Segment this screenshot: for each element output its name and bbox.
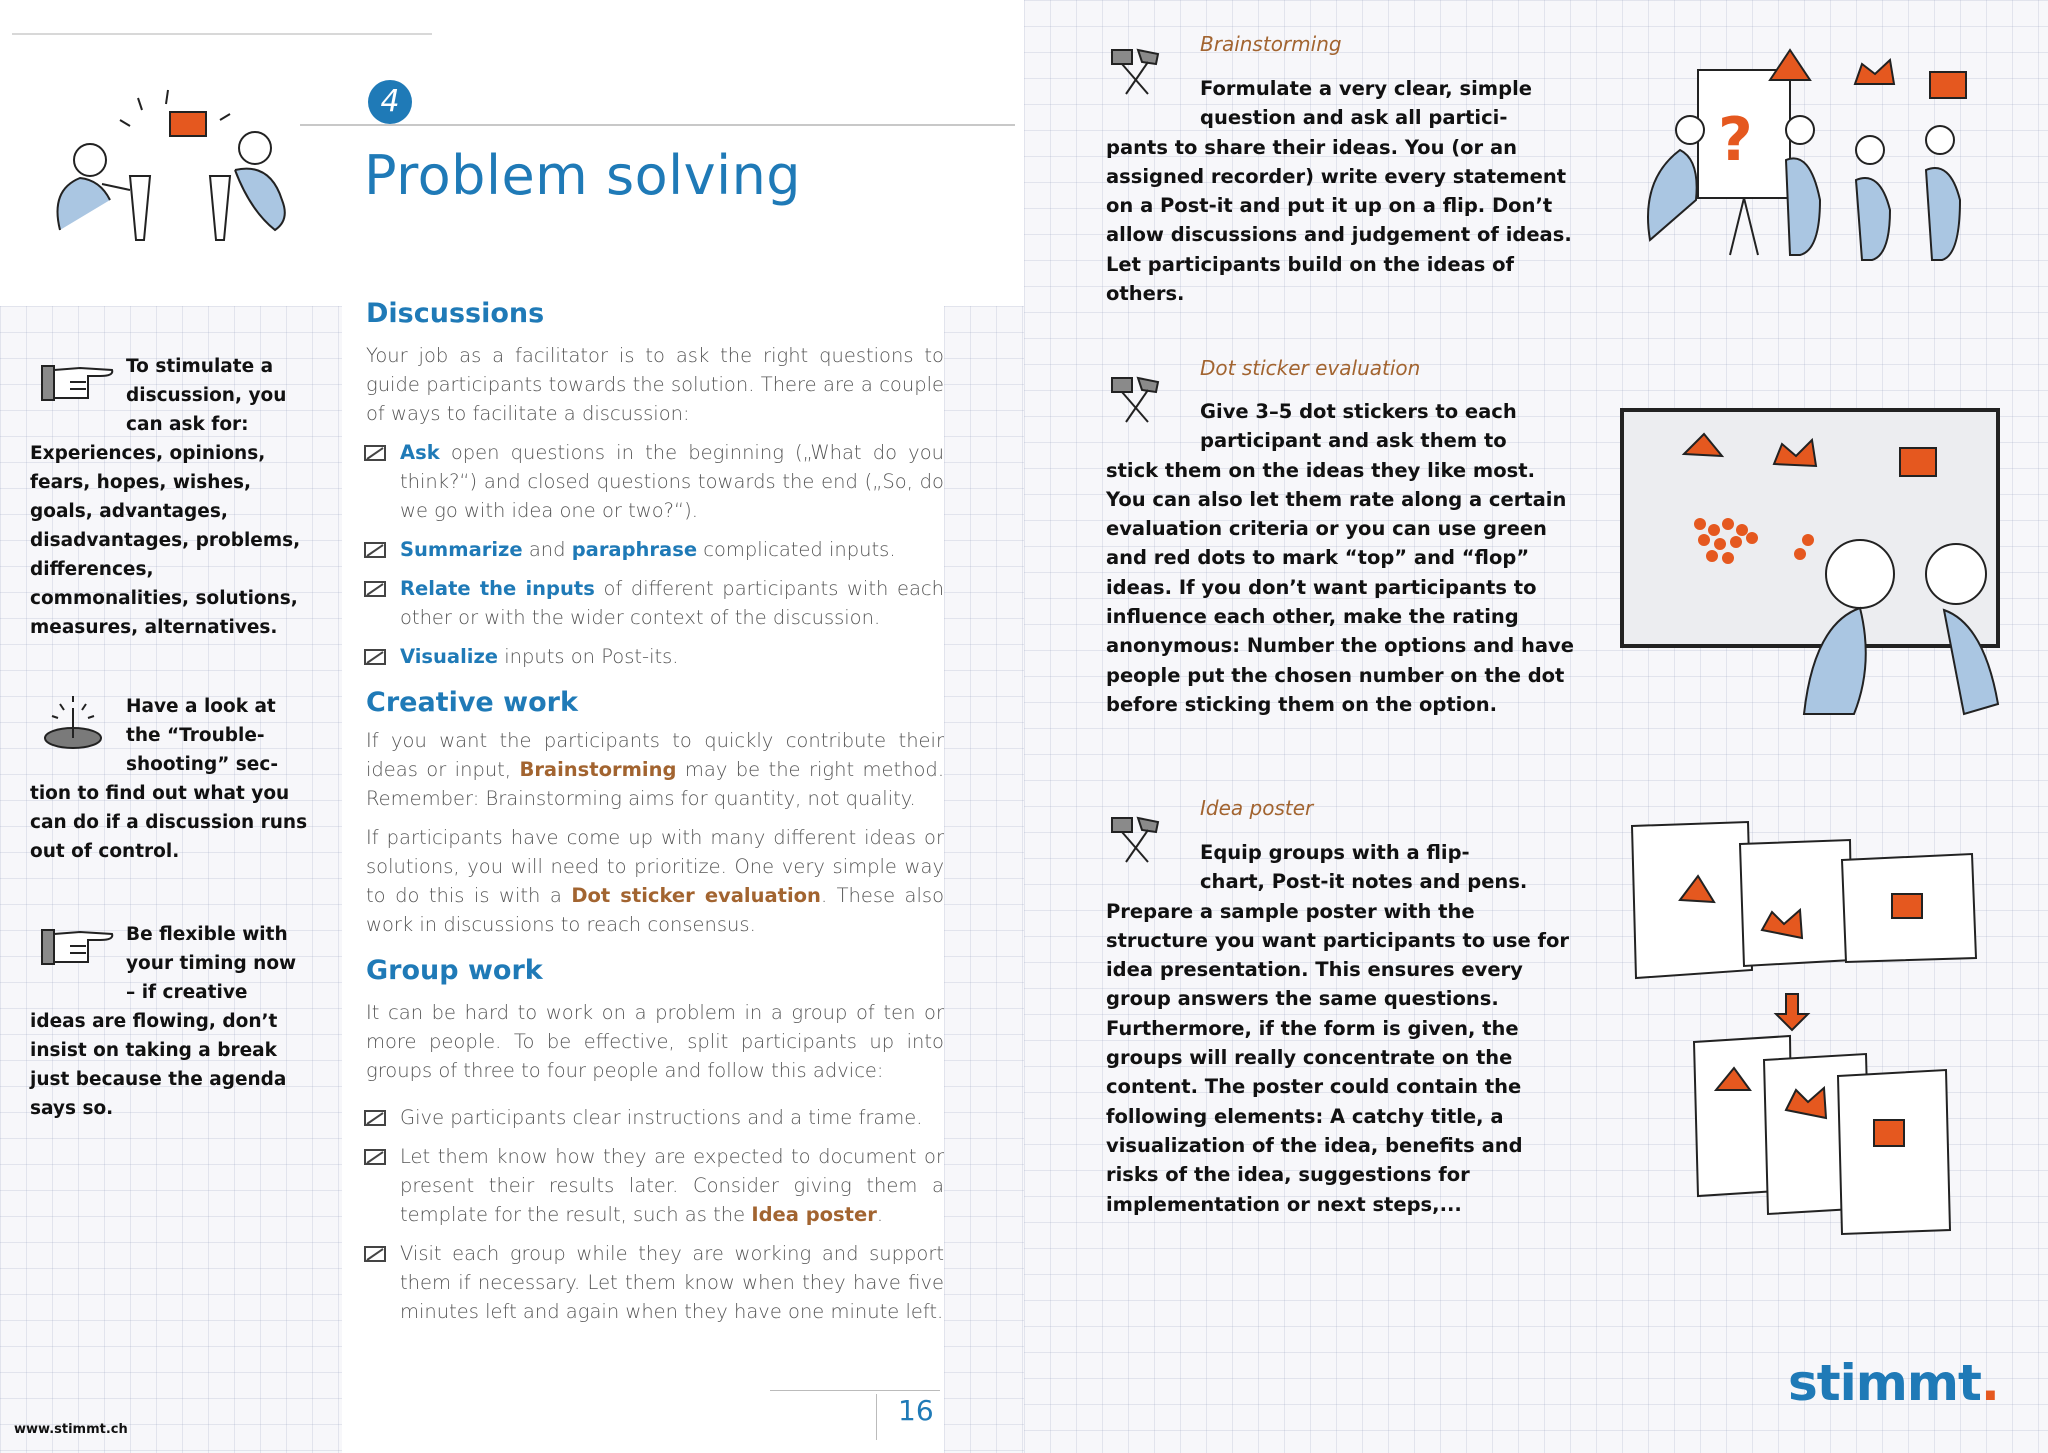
checkbox-icon bbox=[364, 649, 386, 665]
creative-p2 bbox=[366, 823, 944, 939]
list-item bbox=[366, 1142, 944, 1229]
tip-flexible bbox=[30, 920, 310, 1123]
lightbulb-icon bbox=[1930, 72, 1966, 98]
question-mark-icon: ? bbox=[1718, 105, 1753, 175]
technique-idea-poster bbox=[1106, 838, 1574, 1219]
title-idea-poster: Idea poster bbox=[1200, 796, 1314, 820]
tip-stimulate bbox=[30, 352, 310, 642]
checkbox-icon bbox=[364, 1246, 386, 1262]
chapter-number bbox=[368, 80, 412, 124]
tip1-line2: discussion, you bbox=[126, 385, 287, 406]
brainstorming-body: pants to share their ideas. You (or an assigned recorder) write every statement on a Post-it and put it up on a flip. Don’t allow discussions and judgement of ideas. Let participants build on the ideas of others. bbox=[1106, 135, 1572, 306]
footer-rule bbox=[770, 1390, 940, 1391]
tip2-line3: shooting” sec- bbox=[126, 754, 279, 775]
title-brainstorming: Brainstorming bbox=[1200, 32, 1342, 56]
list-item bbox=[366, 1239, 944, 1326]
heading-discussions: Discussions bbox=[366, 298, 545, 329]
bullet-lead-ask: Ask bbox=[400, 441, 440, 464]
bullet-lead-visualize: Visualize bbox=[400, 645, 499, 668]
list-item bbox=[366, 1103, 944, 1132]
bullet-lead-relate: Relate the inputs bbox=[400, 577, 595, 600]
group-bullet-3: Visit each group while they are working and support them if necessary. Let them know when they have five minutes left and again when they have one minute left. bbox=[400, 1242, 944, 1323]
tip2-line2: the “Trouble- bbox=[126, 725, 265, 746]
arrow-down-icon bbox=[1776, 994, 1808, 1030]
tip3-line3: – if creative bbox=[126, 982, 248, 1003]
page-number: 16 bbox=[898, 1394, 934, 1427]
bullet-lead-paraphrase: paraphrase bbox=[571, 538, 698, 561]
left-page-gutter bbox=[944, 306, 1024, 1453]
brainstorming-head-1: Formulate a very clear, simple bbox=[1200, 77, 1532, 100]
creative-p1-a: If you want the participants to quickly contribute their ideas or input, bbox=[366, 729, 944, 781]
list-item bbox=[366, 642, 944, 671]
poster-body: Prepare a sample poster with the structure you want participants to use for idea presentation. This ensures every group answers the same questions. Furthermore, if the form is given, the groups will really concentrate on the content. The poster could contain the following elements: A catchy title, a visualization of the idea, benefits and risks of the idea, suggestions for implementation or next steps,... bbox=[1106, 899, 1569, 1216]
header-rule bbox=[300, 124, 1015, 126]
checkbox-icon bbox=[364, 542, 386, 558]
tip2-body: tion to find out what you can do if a discussion runs out of control. bbox=[30, 783, 308, 862]
creative-p2-a: If participants have come up with many different ideas or solutions, you will need to prioritize. One very simple way to do this is with a bbox=[366, 826, 944, 907]
discussion-illustration bbox=[20, 80, 320, 250]
chapter-number-text: 4 bbox=[380, 84, 400, 119]
dot-sticker-illustration bbox=[1604, 404, 2004, 724]
group-bullet-2a: Let them know how they are expected to document or present their results later. Consider giving them a template for the result, such as the bbox=[400, 1145, 944, 1226]
dot-head-2: participant and ask them to bbox=[1200, 429, 1507, 453]
poster-head-2: chart, Post-it notes and pens. bbox=[1200, 870, 1528, 894]
technique-dot-sticker bbox=[1106, 397, 1574, 719]
list-item bbox=[366, 438, 944, 525]
page-number-divider bbox=[876, 1394, 877, 1440]
checkbox-icon bbox=[364, 1149, 386, 1165]
checkbox-icon bbox=[364, 581, 386, 597]
tip3-line2: your timing now bbox=[126, 953, 297, 974]
bullet-and: and bbox=[528, 538, 566, 561]
bullet-text-visualize: inputs on Post-its. bbox=[504, 645, 679, 668]
tip3-body: ideas are flowing, don’t insist on taking a break just because the agenda says so. bbox=[30, 1011, 287, 1119]
creative-p1-b: may be the right method. Remember: Brainstorming aims for quantity, not quality. bbox=[366, 758, 945, 810]
website-url[interactable]: www.stimmt.ch bbox=[14, 1422, 128, 1437]
checkbox-icon bbox=[364, 1110, 386, 1126]
lightbulb-icon bbox=[1770, 50, 1810, 80]
group-bullet-1: Give participants clear instructions and a time frame. bbox=[400, 1106, 923, 1129]
group-intro: It can be hard to work on a problem in a group of ten or more people. To be effective, split participants up into groups of three to four people and follow this advice: bbox=[366, 1001, 944, 1082]
bullet-text-relate: of different participants with each other or with the wider context of the discussion. bbox=[400, 577, 944, 629]
poster-head-1: Equip groups with a flip- bbox=[1200, 841, 1470, 864]
brainstorming-illustration bbox=[1600, 40, 2020, 270]
logo-dot: . bbox=[1980, 1354, 1999, 1412]
group-bullet-2b: . bbox=[876, 1203, 884, 1226]
dot-body: stick them on the ideas they like most. You can also let them rate along a certain evaluation criteria or you can use green and red dots to mark “top” and “flop” ideas. If you don’t want participants to influence each other, make the rating anonymous: Number the options and have people put the chosen number on the dot before sticking them on the option. bbox=[1106, 458, 1574, 716]
stimmt-logo bbox=[1788, 1354, 1999, 1412]
dot-head-1: Give 3–5 dot stickers to each bbox=[1200, 400, 1517, 423]
link-dot-sticker[interactable]: Dot sticker evaluation bbox=[571, 884, 821, 907]
tip-troubleshooting bbox=[30, 692, 310, 866]
lightbulb-icon bbox=[1855, 60, 1894, 84]
checkbox-icon bbox=[364, 445, 386, 461]
idea-poster-illustration bbox=[1620, 820, 2000, 1240]
bullet-lead-summarize: Summarize bbox=[400, 538, 523, 561]
logo-text: stimmt bbox=[1788, 1354, 1981, 1412]
title-dot-sticker: Dot sticker evaluation bbox=[1200, 356, 1421, 380]
tip1-body: Experiences, opinions, fears, hopes, wishes, goals, advantages, disadvantages, problems, differences, commonalities, solutions, measures, alternatives. bbox=[30, 443, 301, 638]
heading-group-work: Group work bbox=[366, 955, 543, 986]
brainstorming-head-2: question and ask all partici- bbox=[1200, 106, 1508, 130]
creative-p2-b: . These also work in discussions to reach consensus. bbox=[366, 884, 945, 936]
link-idea-poster[interactable]: Idea poster bbox=[751, 1203, 877, 1226]
top-rule bbox=[12, 33, 432, 35]
link-brainstorming[interactable]: Brainstorming bbox=[519, 758, 677, 781]
bullet-text-ask: open questions in the beginning („What do you think?“) and closed questions towards the end („So, do we go with idea one or two?“). bbox=[400, 441, 944, 522]
discussions-intro: Your job as a facilitator is to ask the right questions to guide participants towards the solution. There are a couple of ways to facilitate a discussion: bbox=[366, 344, 944, 425]
creative-p1 bbox=[366, 726, 944, 813]
tip2-line1: Have a look at bbox=[126, 696, 276, 717]
list-item bbox=[366, 574, 944, 632]
tip1-line1: To stimulate a bbox=[126, 356, 274, 377]
technique-brainstorming bbox=[1106, 74, 1574, 308]
tip1-line3: can ask for: bbox=[126, 414, 249, 435]
bullet-text-summarize: complicated inputs. bbox=[703, 538, 896, 561]
list-item bbox=[366, 535, 944, 564]
page-title: Problem solving bbox=[364, 144, 802, 207]
main-column bbox=[366, 298, 944, 1336]
tip3-line1: Be flexible with bbox=[126, 924, 288, 945]
heading-creative-work: Creative work bbox=[366, 687, 578, 718]
